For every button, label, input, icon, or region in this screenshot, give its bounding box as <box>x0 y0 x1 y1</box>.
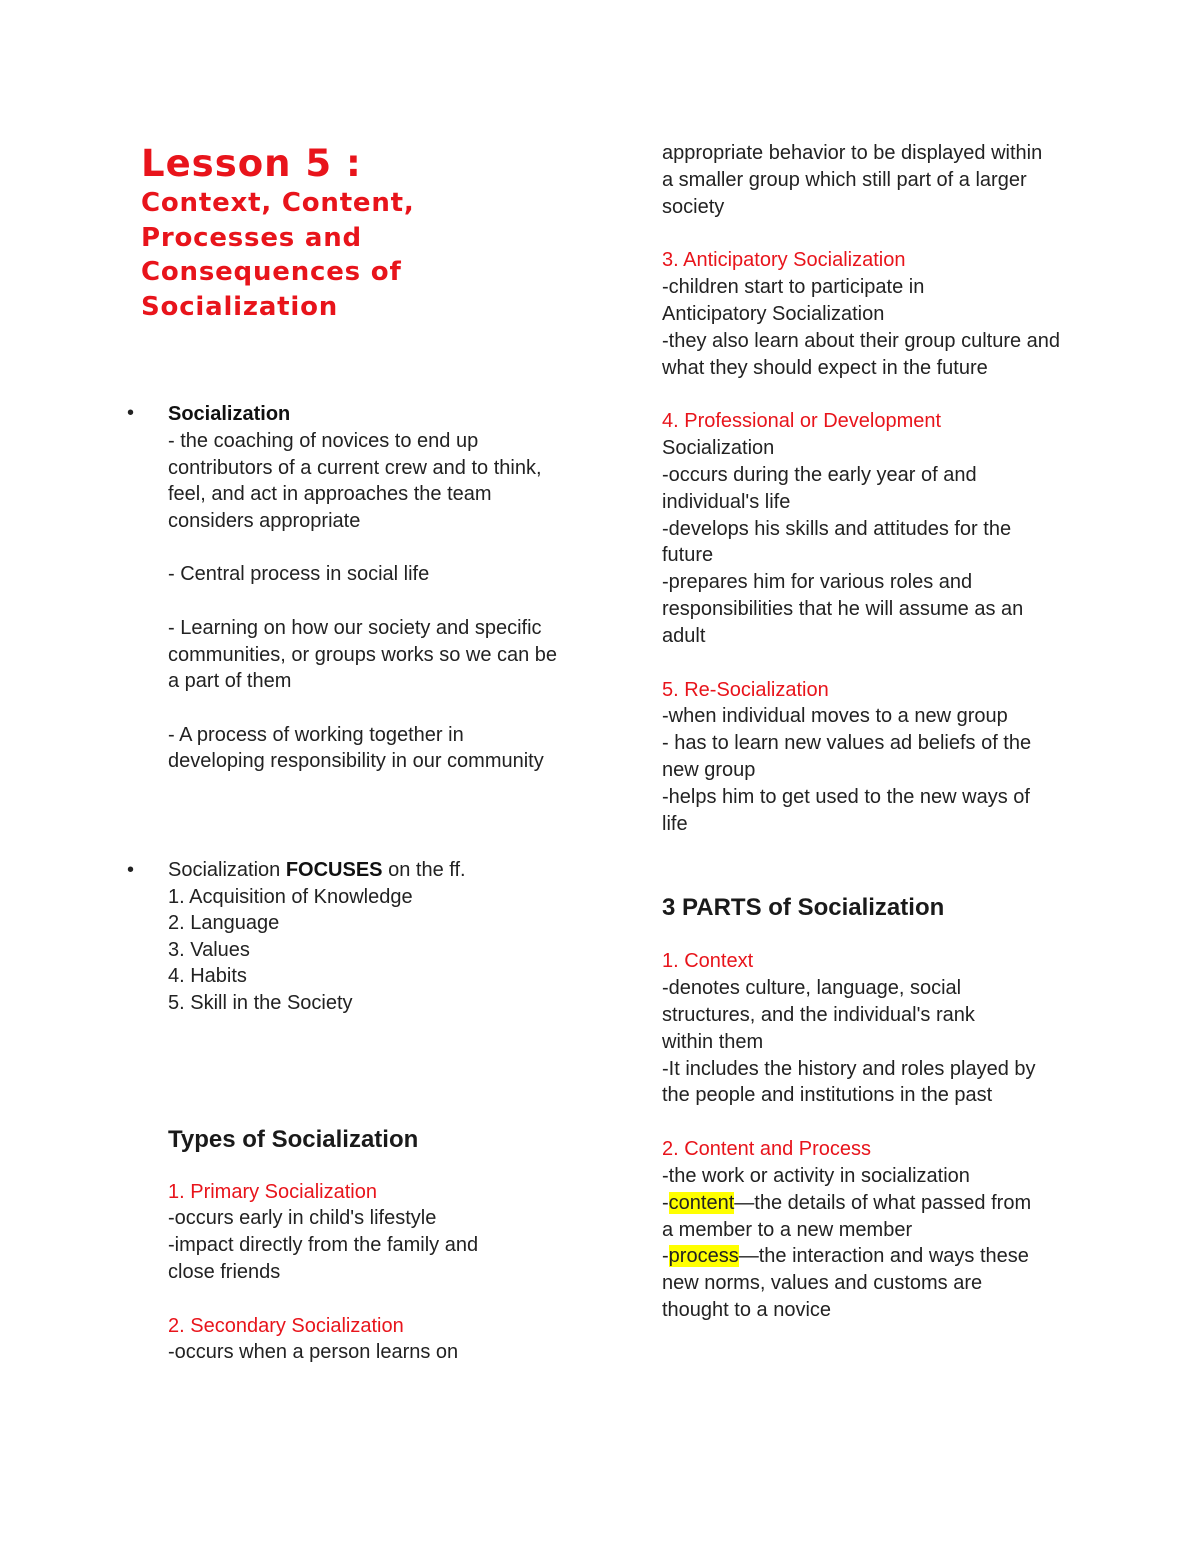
focus-item: 1. Acquisition of Knowledge <box>168 885 413 908</box>
process-dash: - <box>662 1245 669 1268</box>
socialization-bullet <box>127 400 561 775</box>
lesson-title: Lesson 5 : <box>141 142 362 185</box>
context-title: 1. Context <box>662 950 754 973</box>
focuses-intro <box>168 857 561 884</box>
bullet-dot-icon: • <box>127 402 135 424</box>
process-highlight: process <box>668 1245 739 1268</box>
primary-title: 1. Primary Socialization <box>168 1180 377 1203</box>
process-definition <box>662 1243 1052 1323</box>
left-column <box>127 138 561 1366</box>
professional-title: 4. Professional or Development <box>662 410 942 433</box>
focus-item: 3. Values <box>168 938 250 961</box>
secondary-line-1: -occurs when a person learns on <box>168 1341 459 1364</box>
socialization-point-4: - A process of working together in developing responsibility in our community <box>168 723 544 773</box>
types-section <box>141 1125 561 1367</box>
socialization-definition: - the coaching of novices to end up contributors of a current crew and to think, feel, and act in approaches the team considers appropriate <box>168 430 542 532</box>
focuses-bullet <box>127 857 561 1017</box>
lesson-subtitle-line-4: Socialization <box>141 291 339 322</box>
socialization-point-2: - Central process in social life <box>168 563 430 586</box>
content-highlight: content <box>668 1191 735 1214</box>
professional-title-cont: Socialization <box>662 437 775 460</box>
professional-line-1: -occurs during the early year of and individual's life <box>662 463 977 513</box>
resocialization-line-2: - has to learn new values ad beliefs of the new group <box>662 732 1032 781</box>
parts-heading: 3 PARTS of Socialization <box>662 894 945 922</box>
primary-line-2: -impact directly from the family and close friends <box>168 1234 479 1283</box>
focus-item: 5. Skill in the Society <box>168 991 353 1014</box>
anticipatory-title: 3. Anticipatory Socialization <box>662 249 906 272</box>
context-line-1: -denotes culture, language, social structures, and the individual's rank within them <box>662 977 975 1053</box>
focus-item: 4. Habits <box>168 965 247 988</box>
content-rest: —the details of what passed from a member to a new member <box>662 1191 1032 1241</box>
anticipatory-line-1: -children start to participate in Anticipatory Socialization <box>662 276 925 325</box>
process-rest: —the interaction and ways these new norms, values and customs are thought to a novice <box>662 1245 1029 1321</box>
focus-item: 2. Language <box>168 912 280 935</box>
content-dash: - <box>662 1191 669 1214</box>
secondary-continued: appropriate behavior to be displayed within a smaller group which still part of a larger society <box>662 142 1043 218</box>
context-line-2: -It includes the history and roles played by the people and institutions in the past <box>662 1057 1036 1107</box>
focuses-intro-pre: Socialization <box>168 858 286 881</box>
lesson-subtitle-line-3: Consequences of <box>141 257 402 287</box>
lesson-subtitle-line-1: Context, Content, <box>141 188 415 218</box>
focuses-intro-bold: FOCUSES <box>285 858 383 881</box>
professional-line-3: -prepares him for various roles and responsibilities that he will assume as an adult <box>662 571 1024 647</box>
content-process-line-1: -the work or activity in socialization <box>662 1164 970 1187</box>
lesson-subtitle-line-2: Processes and <box>141 222 362 253</box>
resocialization-line-1: -when individual moves to a new group <box>662 705 1008 728</box>
types-heading: Types of Socialization <box>168 1125 419 1153</box>
secondary-title: 2. Secondary Socialization <box>168 1314 404 1337</box>
socialization-term: Socialization <box>168 403 291 425</box>
bullet-dot-icon: • <box>127 858 135 881</box>
socialization-point-3: - Learning on how our society and specific communities, or groups works so we can be a part of them <box>168 616 558 693</box>
right-column <box>662 140 1082 1324</box>
anticipatory-line-2: -they also learn about their group culture and what they should expect in the future <box>662 329 1061 379</box>
focuses-intro-post: on the ff. <box>382 858 466 881</box>
professional-line-2: -develops his skills and attitudes for the future <box>662 517 1012 567</box>
content-definition <box>662 1190 1032 1244</box>
resocialization-line-3: -helps him to get used to the new ways of life <box>662 785 1030 835</box>
content-process-title: 2. Content and Process <box>662 1138 872 1161</box>
resocialization-title: 5. Re-Socialization <box>662 678 829 701</box>
primary-line-1: -occurs early in child's lifestyle <box>168 1207 437 1230</box>
